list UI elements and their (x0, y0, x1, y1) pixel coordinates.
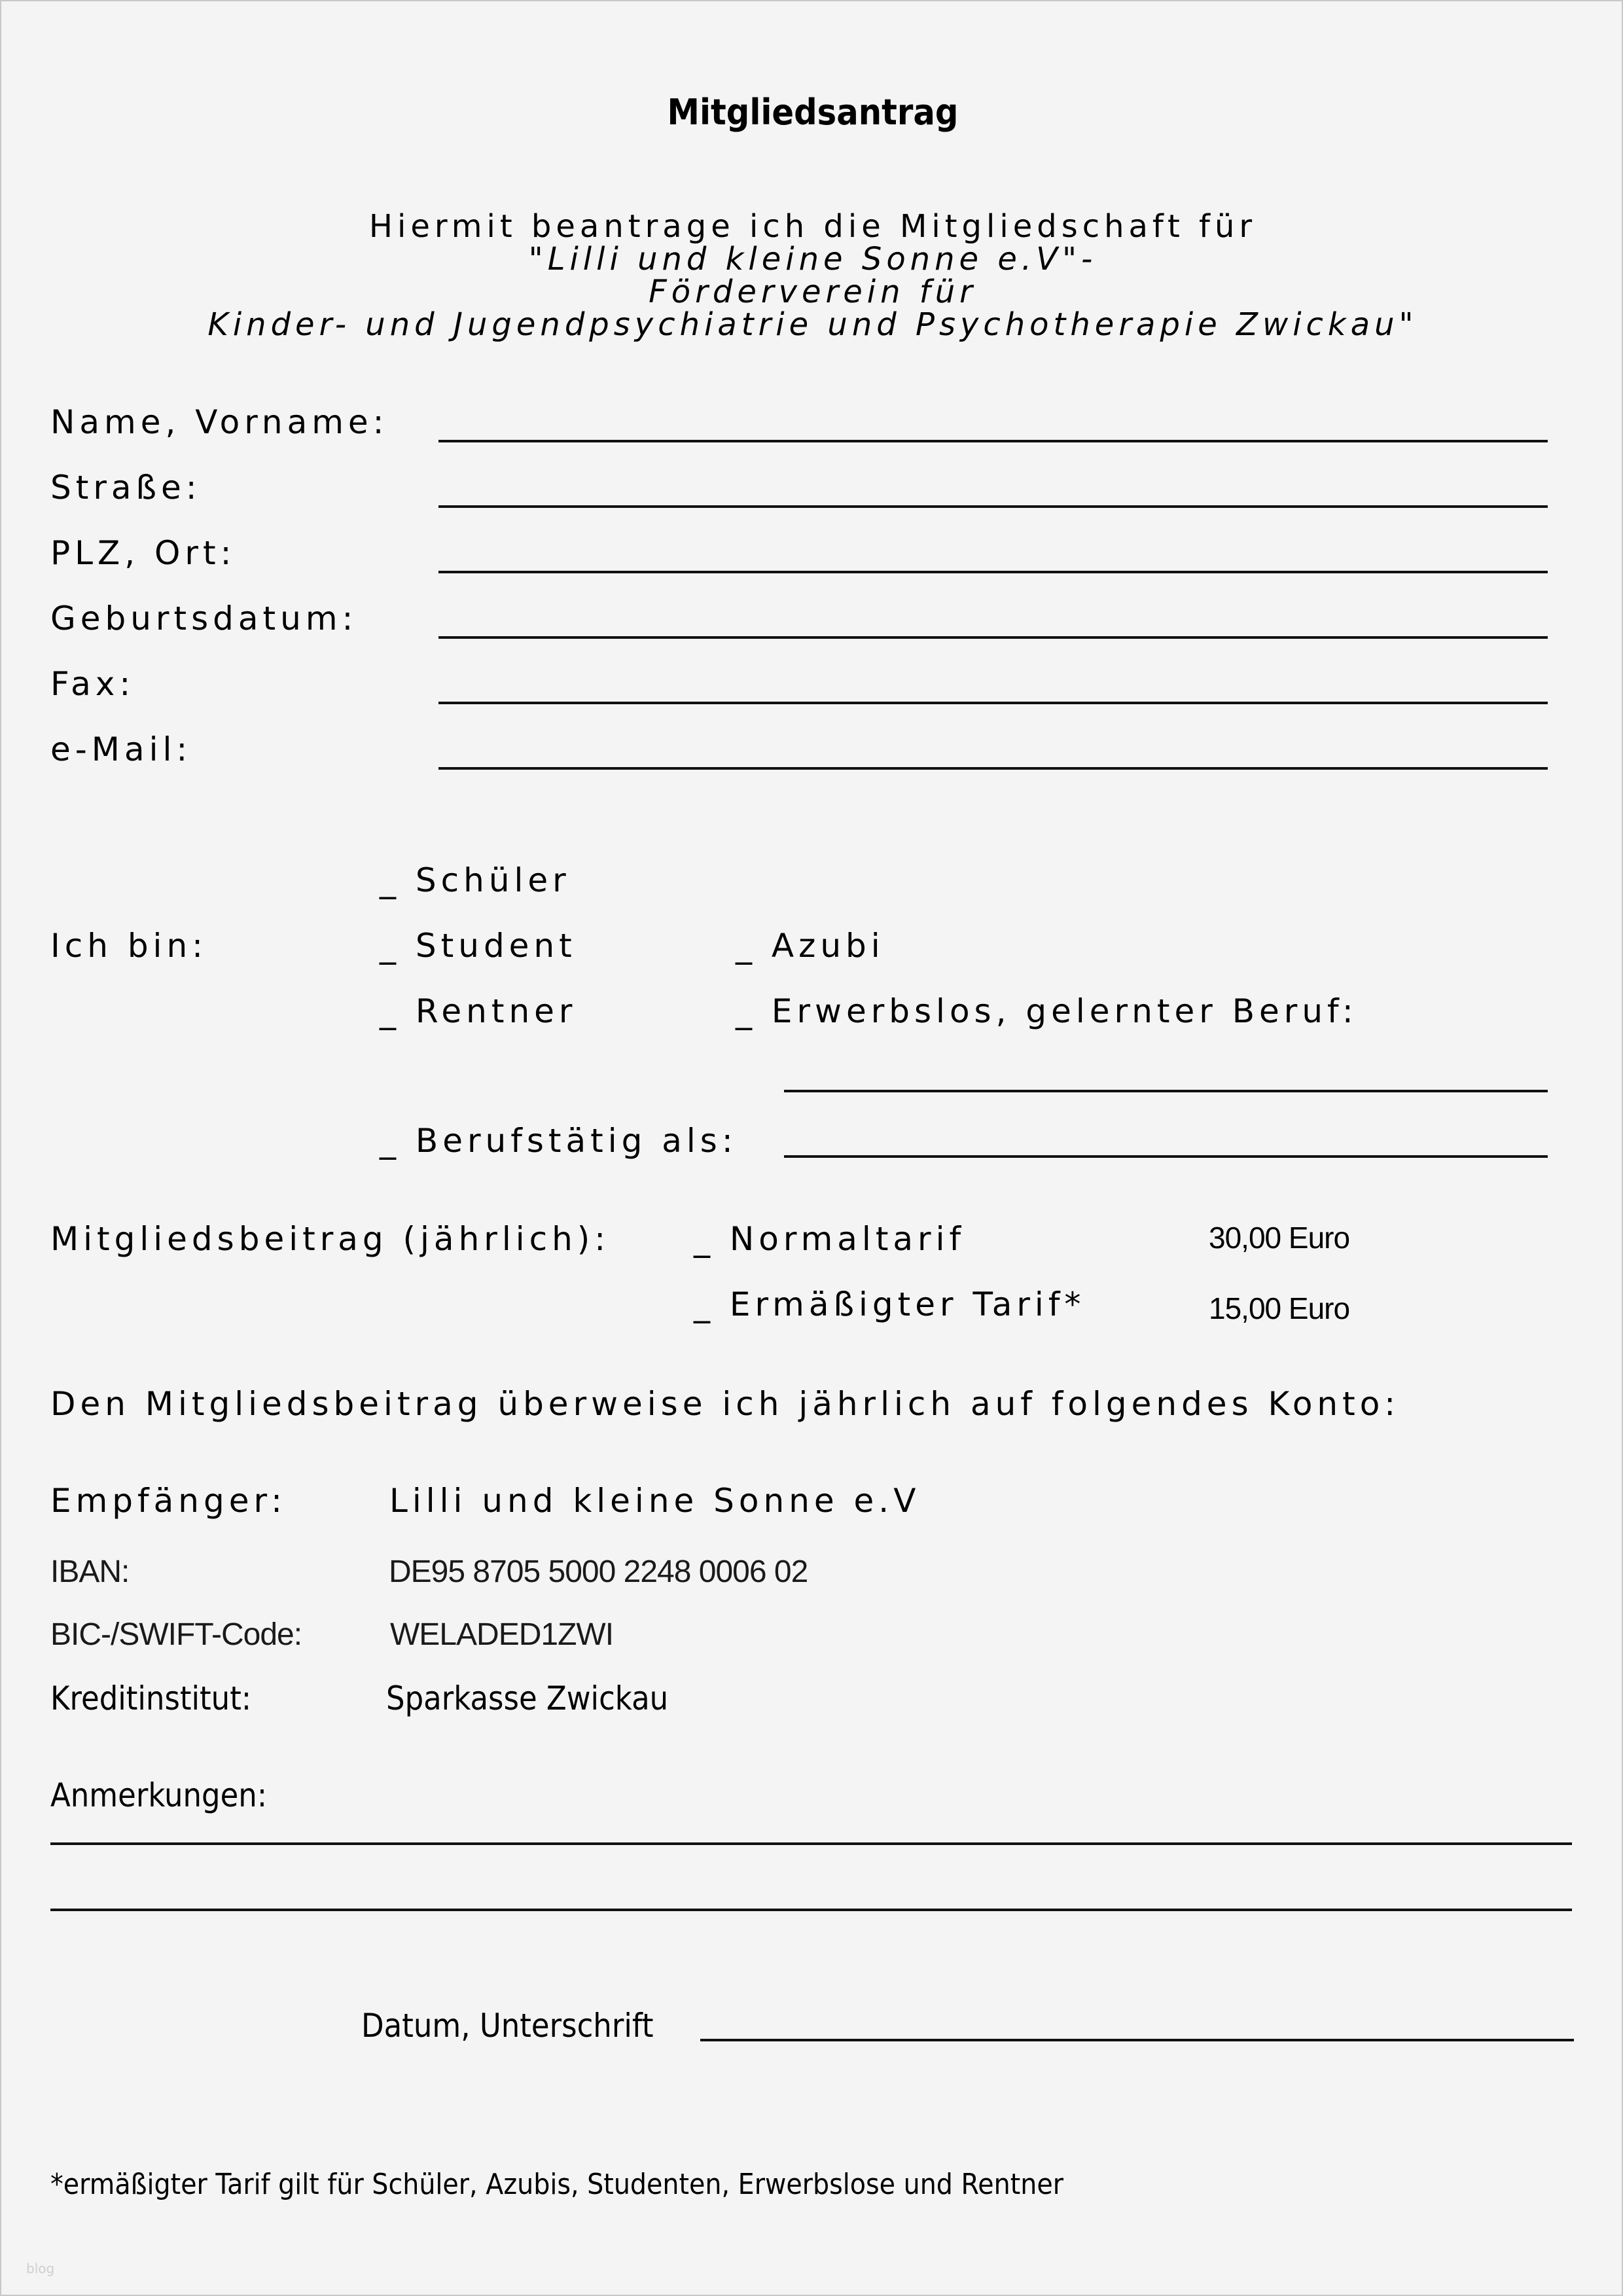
intro-line-2: "Lilli und kleine Sonne e.V"- (528, 241, 1097, 278)
intro-line-1: Hiermit beantrage ich die Mitgliedschaft für (368, 208, 1257, 245)
option-label: Normaltarif (729, 1220, 966, 1258)
option-label: Student (415, 927, 577, 965)
option-azubi[interactable] (736, 927, 885, 965)
option-erwerbslos[interactable] (736, 992, 1358, 1030)
remarks-line-2[interactable] (50, 1909, 1572, 1911)
checkbox-marker[interactable]: _ (380, 927, 401, 965)
option-student[interactable] (380, 927, 577, 965)
zip-city-label: PLZ, Ort: (50, 534, 236, 572)
normaltarif-price: 30,00 Euro (1209, 1221, 1350, 1255)
iban-label: IBAN: (50, 1554, 130, 1589)
fax-label: Fax: (50, 665, 135, 703)
checkbox-marker[interactable]: _ (694, 1285, 715, 1323)
remarks-line-1[interactable] (50, 1842, 1572, 1845)
option-ermaessigt[interactable] (694, 1285, 1085, 1323)
name-label: Name, Vorname: (50, 403, 389, 441)
ermaessigt-price: 15,00 Euro (1209, 1291, 1350, 1325)
page-title: Mitgliedsantrag (667, 92, 959, 133)
signature-field[interactable] (700, 2039, 1574, 2041)
remarks-label: Anmerkungen: (50, 1776, 267, 1814)
option-rentner[interactable] (380, 992, 577, 1030)
option-label: Berufstätig als: (415, 1122, 738, 1160)
option-schueler[interactable] (380, 861, 571, 899)
berufstaetig-profession-field[interactable] (784, 1155, 1548, 1158)
email-label: e-Mail: (50, 730, 192, 768)
transfer-text: Den Mitgliedsbeitrag überweise ich jährlich auf folgendes Konto: (50, 1385, 1400, 1423)
watermark: blog (26, 2261, 55, 2276)
status-label: Ich bin: (50, 927, 207, 965)
recipient-label: Empfänger: (50, 1482, 287, 1520)
checkbox-marker[interactable]: _ (694, 1220, 715, 1258)
erwerbslos-profession-field[interactable] (784, 1090, 1548, 1092)
birthdate-label: Geburtsdatum: (50, 600, 358, 637)
street-label: Straße: (50, 469, 202, 507)
recipient-value: Lilli und kleine Sonne e.V (389, 1482, 921, 1520)
iban-value: DE95 8705 5000 2248 0006 02 (389, 1554, 808, 1589)
footnote: *ermäßigter Tarif gilt für Schüler, Azubis, Studenten, Erwerbslose und Rentner (50, 2168, 1063, 2201)
institute-label: Kreditinstitut: (50, 1679, 252, 1717)
option-label: Ermäßigter Tarif* (729, 1285, 1086, 1323)
option-label: Azubi (771, 927, 885, 965)
option-normaltarif[interactable] (694, 1220, 965, 1258)
option-label: Rentner (415, 992, 577, 1030)
email-field[interactable] (438, 767, 1548, 770)
fee-label: Mitgliedsbeitrag (jährlich): (50, 1220, 611, 1258)
option-label: Schüler (415, 861, 571, 899)
zip-city-field[interactable] (438, 571, 1548, 573)
checkbox-marker[interactable]: _ (736, 992, 757, 1030)
name-field[interactable] (438, 440, 1548, 442)
institute-value: Sparkasse Zwickau (386, 1679, 669, 1717)
checkbox-marker[interactable]: _ (380, 992, 401, 1030)
checkbox-marker[interactable]: _ (380, 1122, 401, 1160)
intro-line-4: Kinder- und Jugendpsychiatrie und Psychotherapie Zwickau" (207, 306, 1418, 343)
bic-label: BIC-/SWIFT-Code: (50, 1617, 302, 1652)
intro-line-3: Förderverein für (649, 274, 977, 310)
street-field[interactable] (438, 505, 1548, 508)
fax-field[interactable] (438, 702, 1548, 704)
birthdate-field[interactable] (438, 636, 1548, 639)
bic-value: WELADED1ZWI (390, 1617, 614, 1652)
option-label: Erwerbslos, gelernter Beruf: (771, 992, 1358, 1030)
signature-label: Datum, Unterschrift (361, 2007, 654, 2045)
checkbox-marker[interactable]: _ (380, 861, 401, 899)
option-berufstaetig[interactable] (380, 1122, 738, 1160)
checkbox-marker[interactable]: _ (736, 927, 757, 965)
